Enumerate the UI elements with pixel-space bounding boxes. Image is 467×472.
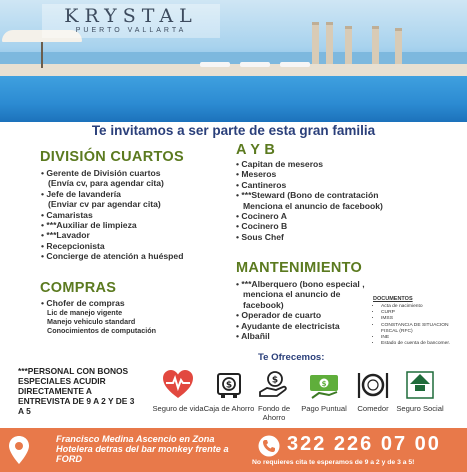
list-item: • ***Auxiliar de limpieza (41, 220, 137, 231)
list-item: • ***Steward (Bono de contratación (236, 190, 379, 201)
list-item: • Capitan de meseros (236, 159, 324, 169)
benefit-label: Seguro de vida (152, 404, 204, 413)
heart-health-icon (161, 368, 195, 402)
documentos-box (373, 296, 465, 347)
hero-lounger (280, 62, 310, 67)
benefit-label: Comedor (357, 404, 389, 413)
documentos-list (373, 304, 465, 347)
documentos-title: DOCUMENTOS (373, 296, 413, 302)
compras-list (41, 298, 241, 335)
list-item: • ***Lavador (41, 230, 90, 241)
list-item: • ***Alberquero (bono especial , (236, 279, 365, 289)
list-item: Conocimientos de computación (47, 326, 157, 336)
list-item: (Envía cv, para agendar cita) (48, 178, 164, 189)
list-item: menciona el anuncio de (243, 289, 341, 300)
personal-bonus-note: ***PERSONAL CON BONOS ESPECIALES ACUDIR DIRECTAMENTE A ENTREVISTA DE 9 A 2 Y DE 3 A 5 (18, 366, 135, 416)
page-headline: Te invitamos a ser parte de esta gran familia (91, 123, 376, 138)
money-hand-icon (257, 368, 291, 402)
list-item: • Operador de cuarto (236, 310, 322, 321)
section-title-division-cuartos: DIVISIÓN CUARTOS (40, 149, 184, 165)
list-item: (Enviar cv par agendar cita) (48, 199, 161, 210)
svg-text:$: $ (271, 375, 279, 386)
benefits-title: Te Ofrecemos: (258, 352, 325, 363)
hero-pool (0, 76, 467, 122)
hero-pillar (326, 22, 333, 69)
list-item: • Albañil (236, 331, 270, 342)
list-item: • Jefe de lavandería (41, 188, 121, 199)
hero-lounger (240, 62, 270, 67)
list-item: • Gerente de División cuartos (41, 168, 161, 178)
footer-address: Francisco Medina Ascencio en Zona Hotelera detras del bar monkey frente a FORD (56, 434, 229, 464)
list-item: • Cocinero B (236, 221, 288, 232)
list-item: • Cocinero A (236, 211, 287, 222)
benefit-label: Pago Puntual (301, 404, 347, 413)
logo-subbrand: PUERTO VALLARTA (75, 27, 187, 34)
footer-phone[interactable]: 322 226 07 00 (287, 433, 441, 455)
division-cuartos-list (41, 168, 241, 262)
location-pin-icon (4, 434, 34, 466)
hero-pillar (372, 26, 379, 69)
svg-text:$: $ (321, 380, 327, 388)
section-title-mantenimiento: MANTENIMIENTO (236, 260, 363, 276)
list-item: • Recepcionista (41, 240, 105, 251)
hero-lounger (200, 62, 230, 67)
dining-icon (356, 368, 390, 402)
hero-pillar (345, 26, 352, 69)
savings-box-icon (212, 368, 246, 402)
section-title-compras: COMPRAS (40, 280, 117, 296)
list-item: • CURP (381, 310, 465, 316)
benefit-seguro-social (392, 368, 448, 413)
ayb-list (236, 159, 466, 242)
benefit-label: Seguro Social (396, 404, 444, 413)
section-title-ayb: A Y B (236, 142, 276, 158)
svg-text:$: $ (225, 380, 233, 391)
logo-brand: KRYSTAL (64, 5, 198, 27)
hero-pillar (312, 22, 319, 69)
cash-payment-icon (307, 368, 341, 402)
list-item: • CONSTANCIA DE SITUACION FISCAL (RFC) (381, 323, 465, 335)
list-item: Menciona el anuncio de facebook) (243, 200, 383, 211)
list-item: • Acta de nacimiento (381, 304, 465, 310)
footer-note: No requieres cita te esperamos de 9 a 2 y de 3 a 5! (252, 459, 415, 466)
list-item: • Cantineros (236, 179, 287, 190)
list-item: facebook) (243, 299, 284, 310)
list-item: Manejo vehiculo standard (47, 317, 136, 327)
imss-logo-icon (403, 368, 437, 402)
list-item: • Concierge de atención a huésped (41, 251, 184, 262)
list-item: • Meseros (236, 169, 277, 180)
benefit-label: Fondo de Ahorro (257, 404, 291, 422)
benefit-label: Caja de Ahorro (203, 404, 255, 413)
benefit-fondo-ahorro (246, 368, 302, 422)
list-item: • Camaristas (41, 209, 93, 220)
list-item: Lic de manejo vigente (47, 308, 123, 318)
krystal-logo (42, 4, 220, 38)
hero-photo (0, 0, 467, 122)
list-item: • IMSS (381, 316, 465, 322)
footer-bar (0, 428, 467, 472)
hero-pillar (395, 28, 402, 69)
list-item: • INE (381, 335, 465, 341)
hero-umbrella-pole (41, 40, 43, 68)
list-item: • Ayudante de electricista (236, 320, 340, 331)
phone-icon (258, 435, 280, 457)
benefit-seguro-vida (150, 368, 206, 413)
list-item: • Chofer de compras (41, 298, 125, 308)
benefit-pago-puntual (296, 368, 352, 413)
mantenimiento-list (236, 279, 374, 341)
list-item: • Sous Chef (236, 231, 284, 242)
list-item: • Estado de cuenta de bancomer. (381, 341, 465, 347)
